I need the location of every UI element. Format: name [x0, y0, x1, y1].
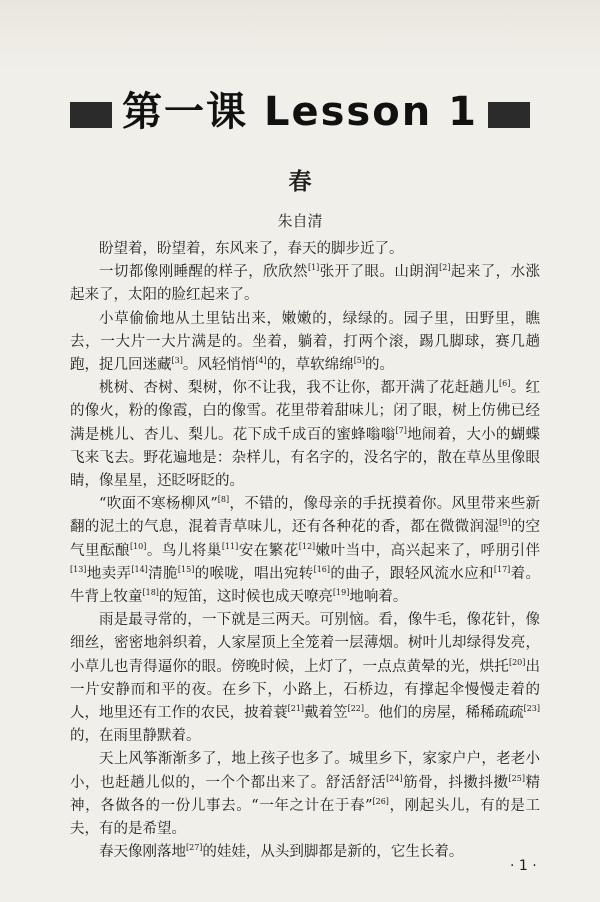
footnote-marker: [5]	[353, 356, 366, 366]
text-run: 的空气里酝酿	[70, 519, 540, 559]
text-run: 。他们的房屋，稀稀疏疏	[364, 705, 524, 722]
chapter-title: 春	[288, 168, 312, 195]
footnote-marker: [26]	[372, 797, 389, 807]
footnote-marker: [7]	[395, 425, 407, 435]
text-run: 一切都像刚睡醒的样子，欣欣然	[99, 264, 308, 281]
page-number: · 1 ·	[510, 858, 537, 874]
footnote-marker: [3]	[171, 356, 183, 366]
paragraph	[70, 238, 540, 261]
bleed-through-shadow	[0, 0, 600, 70]
footnote-marker: [16]	[313, 565, 331, 575]
text-run: 的曲子，跟轻风流水应和	[330, 565, 494, 582]
paragraph	[70, 609, 540, 748]
text-run: 小草偷偷地从土里钻出来，嫩嫩的，绿绿的。园子里，田野里，瞧去，一大片一大片满是的。坐着，躺着，打两个滚，踢几脚球，赛几趟跑，捉几回迷藏	[70, 310, 540, 374]
text-run: 地响着。	[349, 589, 408, 606]
text-run: 天上风筝渐渐多了，地上孩子也多了。城里乡下，家家户户，老老小小，也赶趟儿似的，一个个都出来了。舒活舒活	[70, 751, 540, 791]
footnote-marker: [8]	[217, 495, 230, 505]
text-run: 地闹着，大小的蝴蝶飞来飞去。野花遍地是：杂样儿，有名字的，没名字的，散在草丛里像眼睛，像星星，还眨呀眨的。	[70, 426, 541, 490]
text-run: 嫩叶当中，高兴起来了，呼朋引伴	[315, 542, 541, 559]
text-run: 筋骨，抖擞抖擞	[402, 774, 509, 791]
footnote-marker: [11]	[221, 541, 239, 551]
essay-body	[70, 238, 540, 864]
footnote-marker: [25]	[508, 773, 525, 783]
paragraph	[70, 308, 540, 378]
text-run: 的娃娃，从头到脚都是新的，它生长着。	[202, 844, 464, 861]
text-run: 安在繁花	[238, 542, 299, 559]
footnote-marker: [9]	[499, 518, 511, 528]
text-run: 起来了，水涨起来了，太阳的脸红起来了。	[70, 264, 541, 304]
text-run: “吹面不寒杨柳风”	[99, 496, 218, 513]
text-run: 。鸟儿将巢	[146, 542, 222, 559]
text-run: 的。	[365, 357, 395, 374]
text-run: 出一片安静而和平的夜。在乡下，小路上，石桥边，有撑起伞慢慢走着的人，地里还有工作的农民，披着蓑	[70, 658, 541, 722]
text-run: 着。牛背上牧童	[70, 565, 541, 606]
footnote-marker: [19]	[332, 588, 350, 598]
text-run: 。红的像火，粉的像霞，白的像雪。花里带着甜味儿；闭了眼，树上仿佛已经满是桃儿、杏儿、梨儿。花下成千成百的蜜蜂嗡嗡	[70, 380, 541, 443]
text-run: 的短笛，这时候也成天嘹亮	[158, 589, 333, 606]
text-run: 张开了眼。山朗润	[319, 264, 440, 281]
footnote-marker: [4]	[255, 356, 267, 366]
text-run: 的，草软绵绵	[266, 357, 354, 374]
footnote-marker: [18]	[142, 588, 159, 598]
paragraph	[70, 261, 540, 307]
text-run: 春天像刚落地	[99, 844, 186, 861]
text-run: 精神，各做各的一份儿事去。“一年之计在于春”	[70, 774, 541, 814]
text-run: 桃树、杏树、梨树，你不让我，我不让你，都开满了花赶趟儿	[99, 380, 500, 397]
footnote-marker: [10]	[129, 541, 147, 551]
paragraph	[70, 377, 540, 493]
text-run: ，刚起头儿，有的是工夫，有的是希望。	[70, 797, 541, 838]
text-run: 戴着笠	[304, 705, 348, 722]
footnote-marker: [21]	[287, 704, 305, 714]
footnote-marker: [14]	[131, 565, 148, 575]
footnote-marker: [1]	[307, 263, 320, 273]
footnote-marker: [22]	[347, 704, 364, 714]
text-run: 盼望着，盼望着，东风来了，春天的脚步近了。	[99, 241, 404, 257]
paragraph	[70, 748, 540, 841]
text-run: 雨是最寻常的，一下就是三两天。可别恼。看，像牛毛，像花针，像细丝，密密地斜织着，人家屋顶上全笼着一层薄烟。树叶儿却绿得发亮，小草儿也青得逼你的眼。傍晚时候，上灯了，一点点黄晕的光，烘托	[70, 612, 540, 675]
paragraph	[70, 841, 540, 864]
footnote-marker: [20]	[508, 657, 526, 667]
footnote-marker: [27]	[186, 843, 203, 853]
text-run: 的喉咙，唱出宛转	[194, 565, 314, 582]
footnote-marker: [15]	[177, 565, 195, 575]
text-run: 地卖弄	[86, 565, 132, 582]
text-run: ，不错的，像母亲的手抚摸着你。风里带来些新翻的泥土的气息，混着青草味儿，还有各种花的香，都在微微润湿	[70, 496, 541, 536]
text-run: 。风轻悄悄	[182, 357, 256, 374]
footnote-marker: [12]	[298, 541, 316, 551]
author-name: 朱自清	[277, 212, 323, 230]
paragraph	[70, 493, 540, 609]
lesson-header	[70, 76, 530, 138]
footnote-marker: [17]	[493, 565, 511, 575]
footnote-marker: [24]	[386, 773, 403, 783]
footnote-marker: [2]	[439, 263, 451, 273]
footnote-marker: [23]	[523, 704, 541, 714]
text-run: 清脆	[147, 565, 178, 582]
text-run: 的，在雨里静默着。	[70, 728, 201, 745]
lesson-title: 第一课 Lesson 1	[112, 89, 488, 135]
footnote-marker: [13]	[70, 565, 87, 575]
footnote-marker: [6]	[499, 379, 511, 389]
